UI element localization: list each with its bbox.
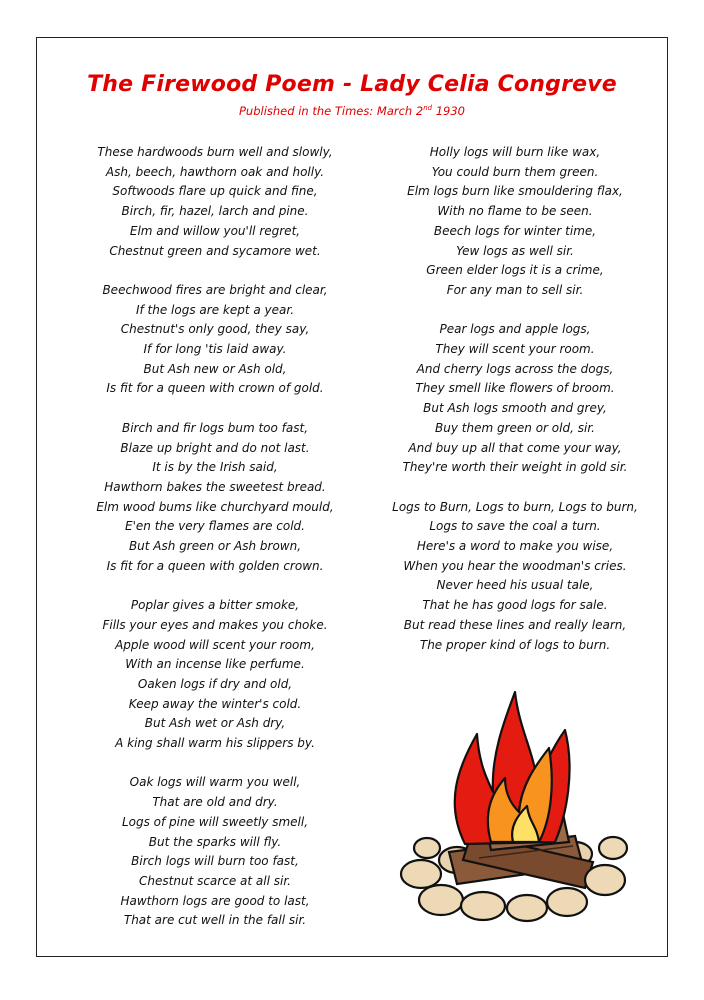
poem-line: They're worth their weight in gold sir. xyxy=(402,460,628,475)
poem-line: Elm wood bums like churchyard mould, xyxy=(96,499,334,514)
poem-line: E'en the very flames are cold. xyxy=(125,519,305,534)
poem-line: Elm logs burn like smouldering flax, xyxy=(407,184,623,199)
subtitle-suffix: 1930 xyxy=(432,104,466,118)
poem-line: Logs to save the coal a turn. xyxy=(429,519,601,534)
poem-line: Logs to Burn, Logs to burn, Logs to burn, xyxy=(392,499,638,514)
subtitle-prefix: Published in the Times: March 2 xyxy=(238,104,424,118)
poem-stanza xyxy=(77,419,353,577)
poem-line: Keep away the winter's cold. xyxy=(128,696,302,711)
poem-line: They smell like flowers of broom. xyxy=(415,381,615,396)
poem-line: If the logs are kept a year. xyxy=(135,302,295,317)
poem-line: Oak logs will warm you well, xyxy=(129,775,301,790)
document-page xyxy=(36,37,668,957)
poem-line: You could burn them green. xyxy=(431,164,599,179)
poem-line: But Ash wet or Ash dry, xyxy=(144,716,286,731)
poem-line: Beech logs for winter time, xyxy=(433,223,597,238)
poem-line: That he has good logs for sale. xyxy=(422,598,608,613)
poem-line: Birch and fir logs bum too fast, xyxy=(121,420,309,435)
poem-line: That are cut well in the fall sir. xyxy=(123,913,307,928)
poem-stanza xyxy=(77,773,353,931)
poem-line: It is by the Irish said, xyxy=(152,460,278,475)
poem-stanza xyxy=(77,596,353,754)
poem-line: Buy them green or old, sir. xyxy=(435,420,595,435)
poem-line: Hawthorn bakes the sweetest bread. xyxy=(104,479,326,494)
poem-stanza xyxy=(77,143,353,261)
poem-line: Is fit for a queen with golden crown. xyxy=(106,558,324,573)
poem-line: But the sparks will fly. xyxy=(148,834,282,849)
poem-title: The Firewood Poem - Lady Celia Congreve xyxy=(87,72,617,97)
poem-line: Blaze up bright and do not last. xyxy=(120,440,310,455)
poem-line: Beechwood fires are bright and clear, xyxy=(102,282,328,297)
poem-line: And buy up all that come your way, xyxy=(408,440,622,455)
poem-line: Birch, fir, hazel, larch and pine. xyxy=(121,204,309,219)
poem-line: Apple wood will scent your room, xyxy=(115,637,315,652)
poem-line: But Ash green or Ash brown, xyxy=(128,539,302,554)
poem-line: They will scent your room. xyxy=(435,342,595,357)
poem-right-column xyxy=(373,143,657,675)
poem-line: Holly logs will burn like wax, xyxy=(429,145,601,159)
poem-subtitle xyxy=(37,104,667,118)
poem-line: The proper kind of logs to burn. xyxy=(419,637,611,652)
poem-stanza xyxy=(373,143,657,301)
poem-line: These hardwoods burn well and slowly, xyxy=(97,145,333,159)
poem-line: A king shall warm his slippers by. xyxy=(115,736,315,751)
poem-line: Oaken logs if dry and old, xyxy=(137,676,293,691)
poem-line: But Ash new or Ash old, xyxy=(143,361,287,376)
poem-line: Softwoods flare up quick and fine, xyxy=(112,184,318,199)
poem-line: Chestnut scarce at all sir. xyxy=(139,873,291,888)
poem-stanza xyxy=(373,320,657,478)
poem-line: Logs of pine will sweetly smell, xyxy=(121,814,309,829)
poem-line: And cherry logs across the dogs, xyxy=(416,361,614,376)
poem-line: But Ash logs smooth and grey, xyxy=(423,401,607,416)
poem-line: Fills your eyes and makes you choke. xyxy=(102,617,328,632)
poem-line: Never heed his usual tale, xyxy=(436,578,594,593)
poem-line: If for long 'tis laid away. xyxy=(143,342,287,357)
poem-line: Ash, beech, hawthorn oak and holly. xyxy=(105,164,325,179)
poem-line: Chestnut's only good, they say, xyxy=(120,322,310,337)
poem-left-column xyxy=(77,143,353,951)
campfire-icon xyxy=(387,674,641,926)
poem-line: Yew logs as well sir. xyxy=(456,243,574,258)
poem-line: Green elder logs it is a crime, xyxy=(426,263,604,278)
poem-line: Is fit for a queen with crown of gold. xyxy=(106,381,324,396)
poem-line: That are old and dry. xyxy=(152,795,278,810)
poem-line: For any man to sell sir. xyxy=(446,282,584,297)
poem-line: With no flame to be seen. xyxy=(437,204,593,219)
poem-stanza xyxy=(373,498,657,656)
poem-line: Here's a word to make you wise, xyxy=(416,539,614,554)
poem-line: With an incense like perfume. xyxy=(125,657,305,672)
poem-line: Hawthorn logs are good to last, xyxy=(120,893,310,908)
poem-line: When you hear the woodman's cries. xyxy=(403,558,627,573)
subtitle-ordinal: nd xyxy=(423,104,433,113)
poem-stanza xyxy=(77,281,353,399)
poem-line: But read these lines and really learn, xyxy=(403,617,627,632)
poem-line: Pear logs and apple logs, xyxy=(439,322,591,337)
poem-line: Poplar gives a bitter smoke, xyxy=(130,598,300,613)
poem-line: Birch logs will burn too fast, xyxy=(131,854,299,869)
poem-line: Chestnut green and sycamore wet. xyxy=(109,243,321,258)
poem-line: Elm and willow you'll regret, xyxy=(129,223,301,238)
